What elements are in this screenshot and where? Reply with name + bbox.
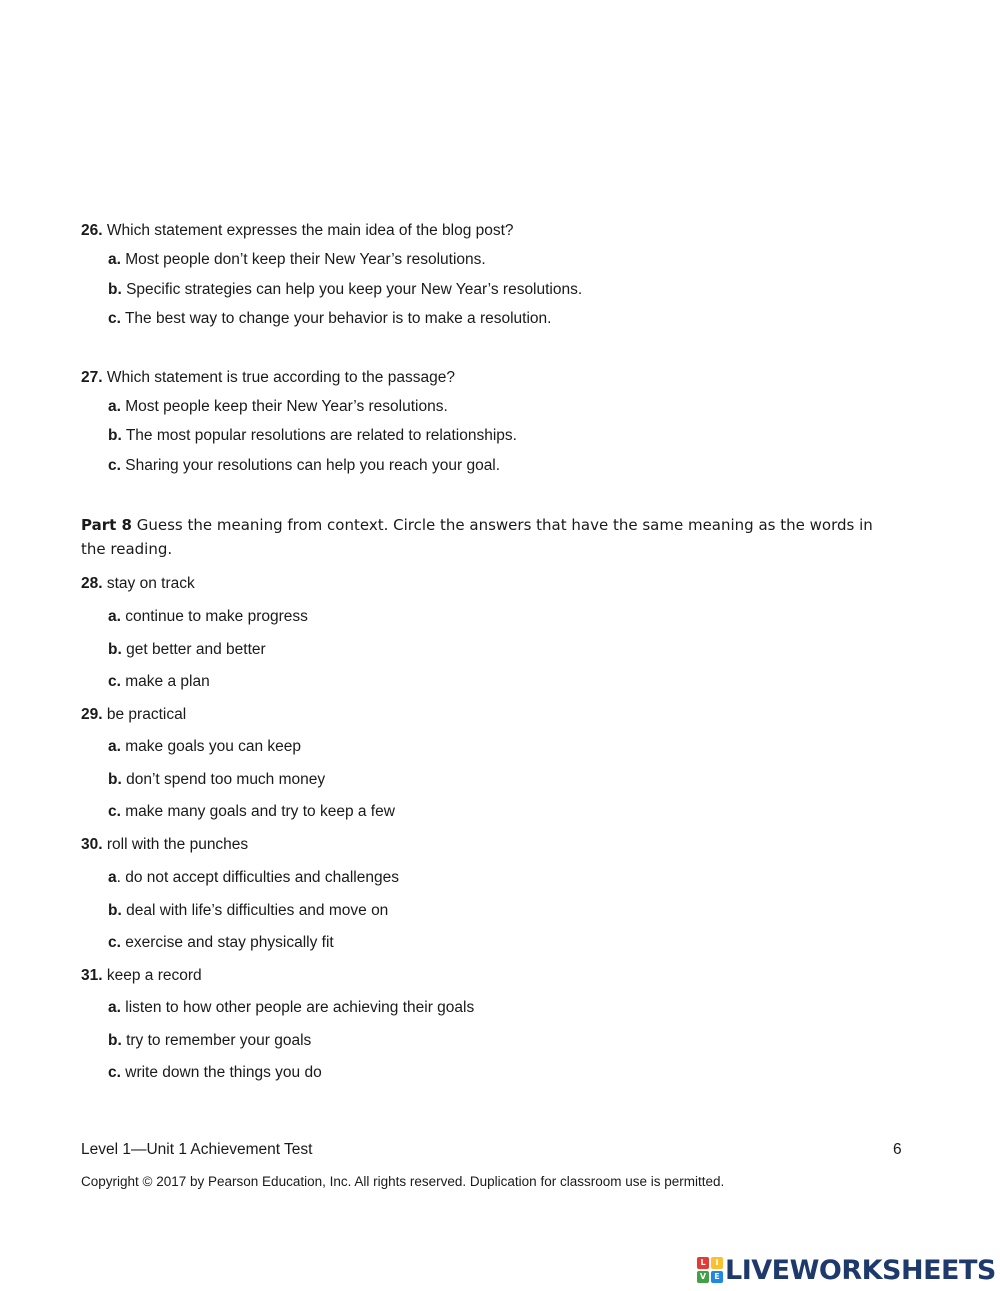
- liveworksheets-brand[interactable]: [697, 1253, 996, 1287]
- option-letter: a: [108, 869, 117, 886]
- option-letter: b.: [108, 641, 122, 658]
- option-letter: b.: [108, 771, 122, 788]
- logo-letter-v: V: [697, 1271, 709, 1283]
- option-text: write down the things you do: [125, 1064, 322, 1081]
- option-text: The most popular resolutions are related to relationships.: [125, 427, 517, 444]
- question-text: stay on track: [106, 575, 195, 592]
- option-text: Most people keep their New Year’s resolutions.: [125, 398, 448, 415]
- logo-letter-l: L: [697, 1257, 709, 1269]
- option-30b[interactable]: [108, 901, 388, 921]
- option-letter: b.: [108, 902, 122, 919]
- option-27a[interactable]: [108, 397, 448, 417]
- question-number: 28.: [81, 575, 103, 592]
- option-text: make a plan: [125, 673, 210, 690]
- option-letter: b.: [108, 1032, 122, 1049]
- option-28c[interactable]: [108, 672, 210, 692]
- logo-letter-e: E: [711, 1271, 723, 1283]
- option-31c[interactable]: [108, 1063, 322, 1083]
- option-text: Specific strategies can help you keep your New Year’s resolutions.: [126, 281, 583, 298]
- question-number: 29.: [81, 706, 103, 723]
- question-text: Which statement is true according to the passage?: [106, 369, 455, 386]
- option-text: don’t spend too much money: [126, 771, 326, 788]
- question-text: keep a record: [106, 967, 202, 984]
- option-text: Most people don’t keep their New Year’s resolutions.: [125, 251, 486, 268]
- liveworksheets-logo-icon: [697, 1257, 723, 1283]
- option-letter: c.: [108, 673, 121, 690]
- option-text: deal with life’s difficulties and move on: [126, 902, 389, 919]
- copyright-notice: Copyright © 2017 by Pearson Education, Inc. All rights reserved. Duplication for classroom use is permitted.: [81, 1174, 725, 1189]
- question-text: roll with the punches: [106, 836, 249, 853]
- option-27c[interactable]: [108, 456, 500, 476]
- option-letter: c.: [108, 934, 121, 951]
- page-number: 6: [893, 1141, 902, 1158]
- brand-name: LIVEWORKSHEETS: [725, 1254, 996, 1286]
- logo-letter-i: I: [711, 1257, 723, 1269]
- option-letter: a.: [108, 999, 121, 1016]
- option-letter: b.: [108, 427, 122, 444]
- option-29c[interactable]: [108, 802, 395, 822]
- question-number: 30.: [81, 836, 103, 853]
- option-text: make many goals and try to keep a few: [125, 803, 395, 820]
- part-instructions-text: Guess the meaning from context. Circle the answers that have the same meaning as the words in the reading.: [81, 516, 873, 558]
- option-text: The best way to change your behavior is to make a resolution.: [124, 310, 552, 327]
- option-26a[interactable]: [108, 250, 486, 270]
- question-26: [81, 221, 514, 241]
- option-26c[interactable]: [108, 309, 551, 329]
- option-letter: b.: [108, 281, 122, 298]
- option-text: . do not accept difficulties and challenges: [116, 869, 399, 886]
- question-text: Which statement expresses the main idea of the blog post?: [106, 222, 514, 239]
- option-letter: c.: [108, 310, 121, 327]
- option-26b[interactable]: [108, 280, 582, 300]
- question-29: [81, 705, 186, 725]
- option-text: try to remember your goals: [126, 1032, 312, 1049]
- question-28: [81, 574, 195, 594]
- option-text: listen to how other people are achieving their goals: [125, 999, 475, 1016]
- option-letter: a.: [108, 251, 121, 268]
- option-text: continue to make progress: [125, 608, 308, 625]
- question-27: [81, 368, 455, 388]
- part-label: Part 8: [81, 516, 132, 534]
- option-31a[interactable]: [108, 998, 474, 1018]
- footer-title: Level 1—Unit 1 Achievement Test: [81, 1141, 313, 1158]
- option-30a[interactable]: [108, 868, 399, 888]
- option-31b[interactable]: [108, 1031, 311, 1051]
- option-letter: a.: [108, 738, 121, 755]
- question-number: 27.: [81, 369, 103, 386]
- option-letter: c.: [108, 457, 121, 474]
- option-29b[interactable]: [108, 770, 325, 790]
- option-letter: a.: [108, 398, 121, 415]
- option-30c[interactable]: [108, 933, 334, 953]
- option-text: get better and better: [126, 641, 266, 658]
- question-31: [81, 966, 202, 986]
- option-28b[interactable]: [108, 640, 266, 660]
- option-29a[interactable]: [108, 737, 301, 757]
- question-number: 26.: [81, 222, 103, 239]
- option-27b[interactable]: [108, 426, 517, 446]
- question-30: [81, 835, 248, 855]
- option-28a[interactable]: [108, 607, 308, 627]
- option-letter: c.: [108, 1064, 121, 1081]
- option-text: Sharing your resolutions can help you reach your goal.: [125, 457, 501, 474]
- part-8-instructions: [81, 513, 881, 561]
- option-letter: c.: [108, 803, 121, 820]
- option-text: make goals you can keep: [125, 738, 302, 755]
- question-text: be practical: [106, 706, 187, 723]
- option-letter: a.: [108, 608, 121, 625]
- question-number: 31.: [81, 967, 103, 984]
- option-text: exercise and stay physically fit: [125, 934, 334, 951]
